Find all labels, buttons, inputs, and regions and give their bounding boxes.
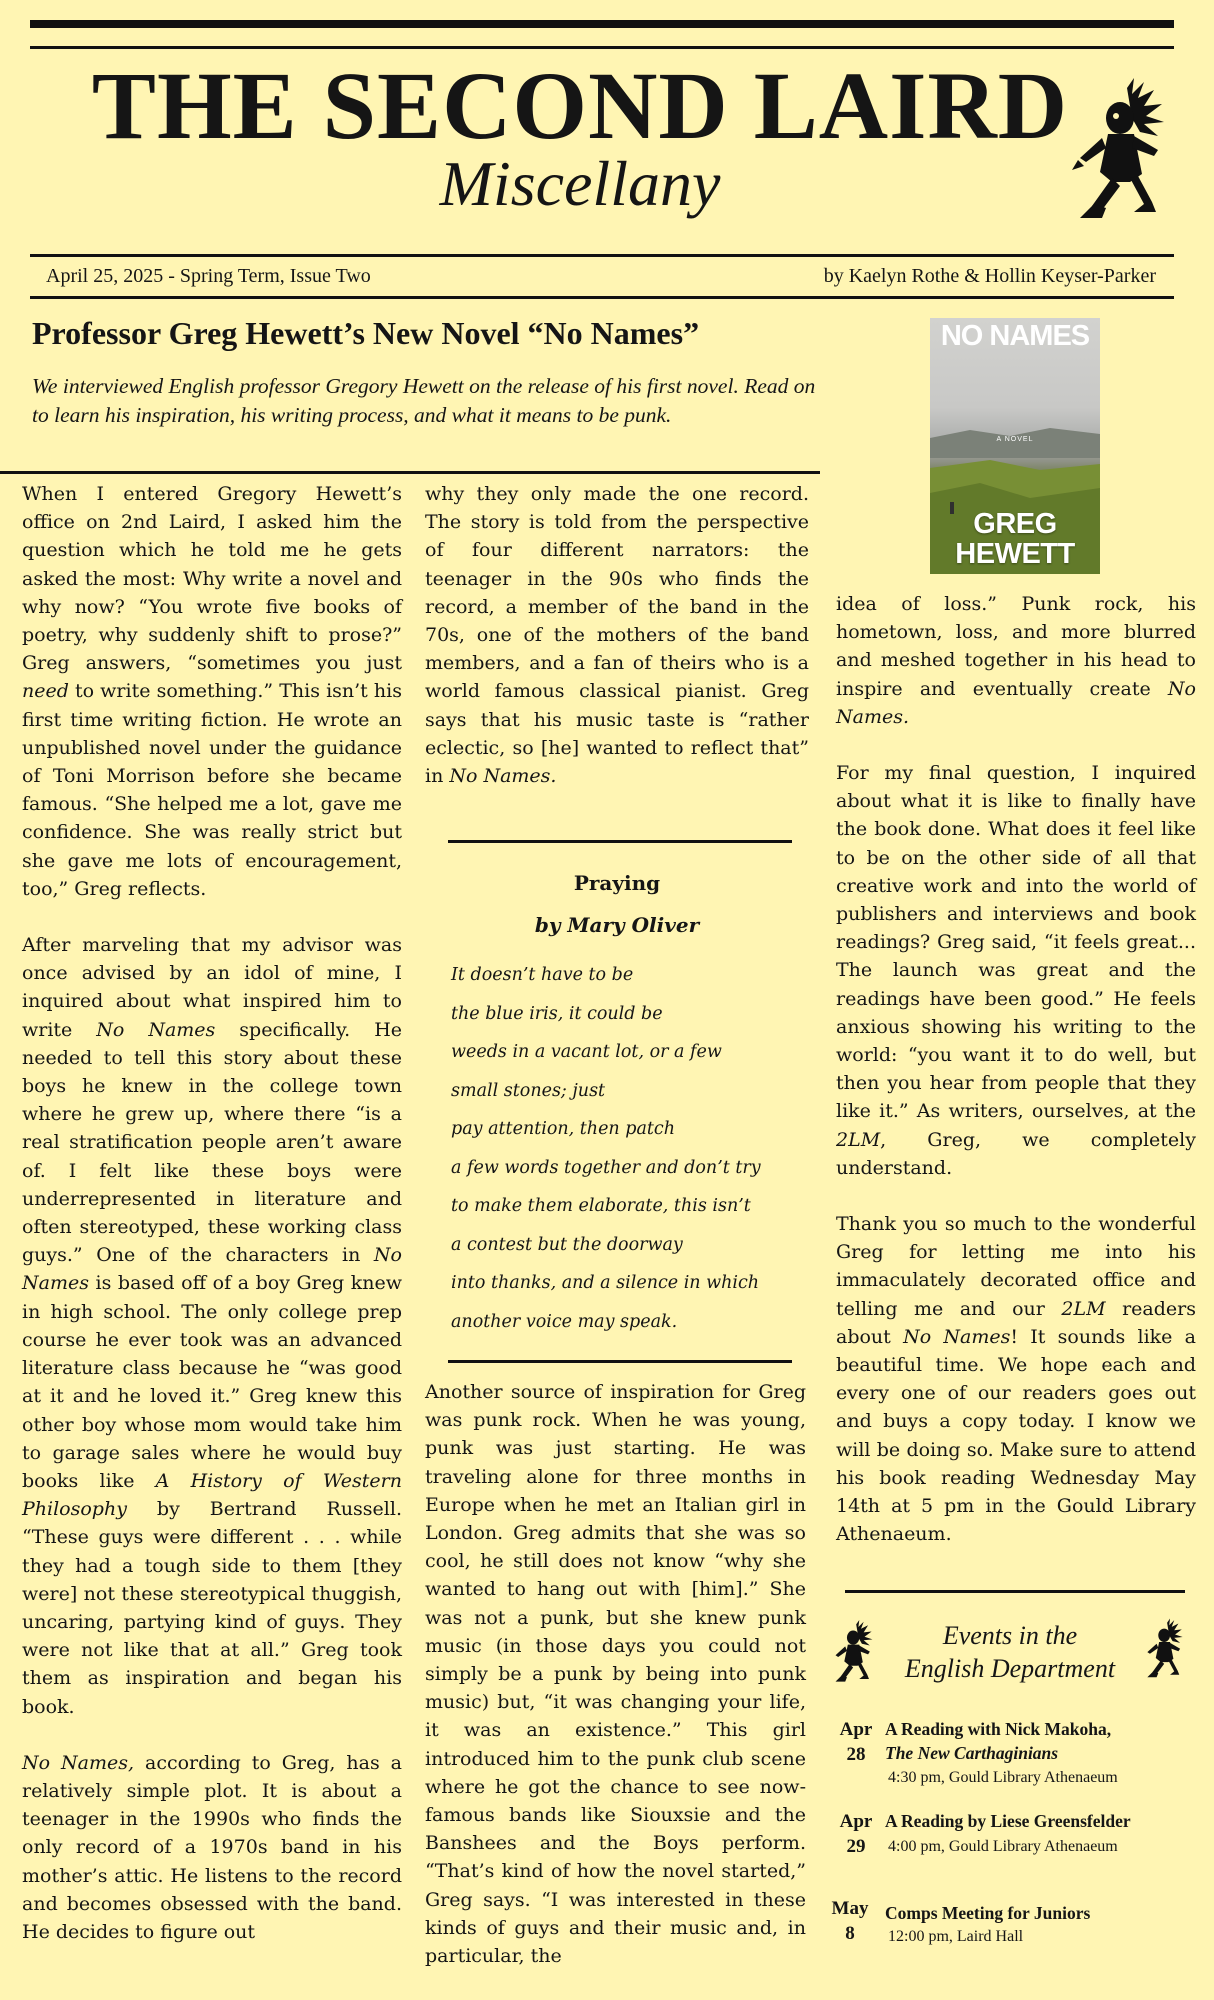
poem-line: small stones; just — [451, 1080, 606, 1101]
poem-line: into thanks, and a silence in which — [451, 1273, 760, 1293]
book-cover-author-last: HEWETT — [955, 538, 1075, 570]
poem-title: Praying — [573, 871, 661, 895]
event-date: Apr 28 — [839, 1719, 873, 1765]
book-cover-tag: A NOVEL — [996, 436, 1034, 443]
events-rule — [845, 1590, 1185, 1593]
poem-line: a contest but the doorway — [451, 1234, 683, 1255]
poem-rule-bottom — [448, 1360, 792, 1363]
book-cover-title: NO NAMES — [940, 320, 1090, 352]
event-title: Comps Meeting for Juniors — [885, 1903, 1091, 1923]
byline: by Kaelyn Rothe & Hollin Keyser-Parker — [823, 265, 1156, 287]
masthead-rule-top-thick — [30, 20, 1174, 28]
article-paragraph-4-continued: idea of loss.” Punk rock, his hometown, loss, and more blurred and meshed together in his head to inspire and eventually create No Names. — [836, 593, 1196, 728]
article-paragraph-5: For my final question, I inquired about what it is like to finally have the book done. What does it feel like to be on the other side of all that creative work and into the world of publishers and interviews and book readings? Greg said, “it feels great... The launch was great and the readings have been good.” He feels anxious showing his writing to the world: “you want it to do well, but then you hear from people that they like it.” As writers, ourselves, at the 2LM, Greg, we completely understand. — [836, 762, 1196, 1179]
article-paragraph-3-continued: why they only made the one record. The story is told from the perspective of four different narrators: the teenager in the 90s who finds the record, a member of the band in the 70s, one of the mothers of the band members, and a fan of theirs who is a world famous classical pianist. Greg says that his music taste is “rather eclectic, so [he] wanted to reflect that” in No Names. — [425, 483, 809, 788]
dancing-figure-icon — [1072, 78, 1172, 228]
event-title: A Reading by Liese Greensfelder — [885, 1811, 1131, 1831]
event-time-location: 12:00 pm, Laird Hall — [888, 1928, 1024, 1945]
article-paragraph-2: After marveling that my advisor was once advised by an idol of mine, I inquired about what inspired him to write No Names specifically. He needed to tell this story about these boys he knew in the college town where he grew up, where there “is a real stratification people aren’t aware of. I felt like these boys were underrepresented in literature and often stereotyped, these working class guys.” One of the characters in No Names is based off of a boy Greg knew in high school. The only college prep course he ever took was an advanced literature class because he “was good at it and he loved it.” Greg knew this other boy whose mom would take him to garage sales where he would buy books like A History of Western Philosophy by Bertrand Russell. “These guys were different . . . while they had a tough side to them [they were] not these stereotypical thuggish, uncaring, partying kind of guys. They were not like that at all.” Greg took them as inspiration and began his book. — [22, 934, 403, 1718]
poem-line: another voice may speak. — [451, 1311, 678, 1332]
poem-line: to make them elaborate, this isn’t — [451, 1196, 751, 1216]
headline-rule — [0, 471, 820, 474]
events-heading: Events in the English Department — [904, 1621, 1116, 1683]
article-paragraph-1: When I entered Gregory Hewett’s office on 2nd Laird, I asked him the question which he told me he gets asked the most: Why write a novel and why now? “You wrote five books of poetry, why suddenly shift to prose?” Greg answers, “sometimes you just need to write something.” This isn’t his first time writing fiction. He wrote an unpublished novel under the guidance of Toni Morrison before she became famous. “She helped me a lot, gave me confidence. She was really strict but she gave me lots of encouragement, too,” Greg reflects. — [22, 483, 402, 900]
poem-rule-top — [448, 840, 792, 843]
article-headline: Professor Greg Hewett’s New Novel “No Names” — [32, 315, 700, 351]
article-column-2-bottom — [425, 1378, 806, 1970]
masthead-subtitle: Miscellany — [439, 148, 721, 219]
poem-line: a few words together and don’t try — [451, 1157, 761, 1178]
article-column-1 — [22, 480, 402, 1946]
masthead-rule-bottom — [30, 296, 1174, 299]
book-cover-image — [930, 318, 1100, 574]
event-time-location: 4:00 pm, Gould Library Athenaeum — [888, 1838, 1118, 1855]
article-paragraph-3: No Names, according to Greg, has a relatively simple plot. It is about a teenager in the 1990s who finds the only record of a 1970s band in his mother’s attic. He listens to the record and becomes obsessed with the band. He decides to figure out — [22, 1751, 402, 1943]
article-paragraph-4: Another source of inspiration for Greg was punk rock. When he was young, punk was just starting. He was traveling alone for three months in Europe when he met an Italian girl in London. Greg admits that she was so cool, he still does not know “why she wanted to hang out with [him].” She was not a punk, but she knew punk music (in those days you could not simply be a punk by being into punk music) but, “it was changing your life, it was an existence.” This girl introduced him to the punk club scene where he got the chance to see now-famous bands like Siouxsie and the Banshees and the Boys perform. “That’s kind of how the novel started,” Greg says. “I was interested in these kinds of guys and their music and, in particular, the — [425, 1381, 806, 1968]
poem-line: It doesn’t have to be — [451, 965, 634, 985]
event-subtitle: The New Carthaginians — [885, 1743, 1059, 1763]
article-dek: We interviewed English professor Gregory Hewett on the release of his first novel. Read on to learn his inspiration, his writing process, and what it means to be punk. — [32, 374, 816, 427]
article-column-2-top — [425, 480, 809, 790]
poem-author: by Mary Oliver — [534, 913, 700, 937]
event-date: Apr 29 — [839, 1811, 873, 1857]
event-time-location: 4:30 pm, Gould Library Athenaeum — [888, 1769, 1118, 1786]
event-date: May 8 — [831, 1898, 869, 1944]
book-cover-author-first: GREG — [973, 508, 1057, 540]
issue-date-line: April 25, 2025 - Spring Term, Issue Two — [46, 265, 371, 287]
poem-line: weeds in a vacant lot, or a few — [451, 1042, 722, 1062]
masthead-title: THE SECOND LAIRD — [91, 52, 1069, 159]
article-column-3 — [836, 590, 1196, 1549]
masthead-rule-top-thin — [30, 46, 1174, 49]
event-title: A Reading with Nick Makoha, — [885, 1719, 1112, 1739]
article-paragraph-6: Thank you so much to the wonderful Greg for letting me into his immaculately decorated office and telling me and our 2LM readers about No Names! It sounds like a beautiful time. We hope each and every one of our readers goes out and buys a copy today. I know we will be doing so. Make sure to attend his book reading Wednesday May 14th at 5 pm in the Gould Library Athenaeum. — [836, 1213, 1196, 1546]
dancing-figure-icon — [832, 1620, 876, 1686]
poem-body — [451, 956, 791, 1341]
poem-line: pay attention, then patch — [451, 1119, 676, 1139]
dancing-figure-icon — [1144, 1618, 1186, 1682]
poem-line: the blue iris, it could be — [451, 1003, 663, 1024]
masthead-rule-mid — [30, 254, 1174, 257]
